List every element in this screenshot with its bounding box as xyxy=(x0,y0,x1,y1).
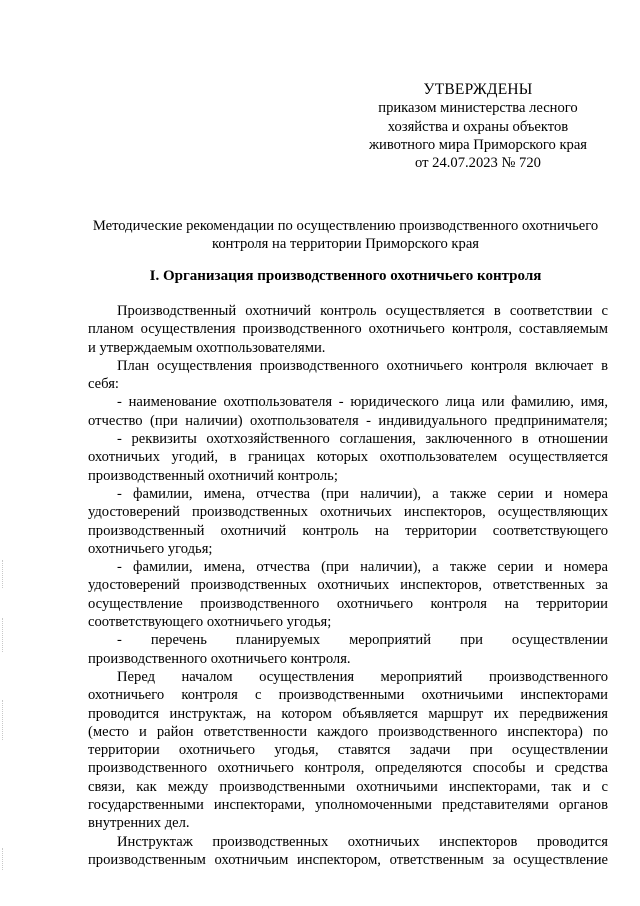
scan-margin-mark xyxy=(2,618,4,652)
body-line: производственный охотничий контроль на территории соответствующего xyxy=(88,522,608,539)
approval-block xyxy=(368,80,588,171)
body-line: планом осуществления производственного охотничьего контроля, составляемым xyxy=(88,321,608,338)
body-line: охотничьего угодья; xyxy=(88,540,213,557)
document-body xyxy=(88,302,608,869)
body-line: Производственный охотничий контроль осуществляется в соответствии с xyxy=(117,303,608,319)
document-title xyxy=(80,217,611,254)
body-line: производственным охотничьим инспектором, ответственным за осуществление xyxy=(88,851,608,868)
body-line: - реквизиты охотхозяйственного соглашения, заключенного в отношении xyxy=(117,431,608,448)
body-line: - перечень планируемых мероприятий при осуществлении xyxy=(117,632,608,649)
body-line: - фамилии, имена, отчества (при наличии), а также серии и номера xyxy=(117,485,608,502)
body-line: внутренних дел. xyxy=(88,815,190,832)
body-line: охотничьих угодий, в границах которых охотпользователем осуществляется xyxy=(88,449,608,466)
body-line: - фамилии, имена, отчества (при наличии), а также серии и номера xyxy=(117,559,608,576)
approval-line: приказом министерства лесного xyxy=(378,100,578,117)
body-line: - наименование охотпользователя - юридического лица или фамилию, имя, xyxy=(117,394,608,411)
body-line: осуществление производственного охотничьего контроля на территории xyxy=(88,595,608,612)
approval-heading: УТВЕРЖДЕНЫ xyxy=(423,81,533,98)
title-line: Методические рекомендации по осуществлению производственного охотничьего xyxy=(92,218,599,234)
scan-margin-mark xyxy=(2,700,4,740)
body-line: удостоверений производственных охотничьих инспекторов, осуществляющих xyxy=(88,504,608,521)
body-line: проводится инструктаж, на котором объявляется маршрут их передвижения xyxy=(88,705,608,722)
body-line: удостоверений производственных охотничьих инспекторов, ответственных за xyxy=(88,577,608,594)
body-line: себя: xyxy=(88,376,119,393)
approval-line: животного мира Приморского края xyxy=(368,136,588,153)
body-line: производственный охотничий контроль; xyxy=(88,467,338,484)
body-line: производственного охотничьего контроля, определяются способы и средства xyxy=(88,760,608,777)
scan-margin-mark xyxy=(2,848,4,870)
body-line: соответствующего охотничьего угодья; xyxy=(88,614,332,631)
section-heading: I. Организация производственного охотничьего контроля xyxy=(149,268,542,284)
approval-line: хозяйства и охраны объектов xyxy=(387,118,569,135)
body-line: связи, как между производственными охотничьими инспекторами, так и с xyxy=(88,778,608,795)
body-line: охотничьего контроля с производственными охотничьими инспекторами xyxy=(88,687,608,704)
title-line: контроля на территории Приморского края xyxy=(211,236,480,253)
approval-date-number: от 24.07.2023 № 720 xyxy=(415,155,541,172)
body-line: (место и район ответственности каждого производственного инспектора) по xyxy=(88,723,608,740)
body-line: и утверждаемым охотпользователями. xyxy=(88,339,326,356)
body-line: производственного охотничьего контроля. xyxy=(88,650,351,667)
body-line: государственными инспекторами, уполномоченными представителями органов xyxy=(88,797,608,814)
body-line: Инструктаж производственных охотничьих инспекторов проводится xyxy=(117,833,608,850)
body-line: План осуществления производственного охотничьего контроля включает в xyxy=(117,357,608,374)
body-line: территории охотничьего угодья, ставятся задачи при осуществлении xyxy=(88,742,608,759)
scan-margin-mark xyxy=(2,560,4,588)
body-line: отчество (при наличии) охотпользователя - индивидуального предпринимателя; xyxy=(88,412,608,429)
body-line: Перед началом осуществления мероприятий производственного xyxy=(117,668,608,685)
